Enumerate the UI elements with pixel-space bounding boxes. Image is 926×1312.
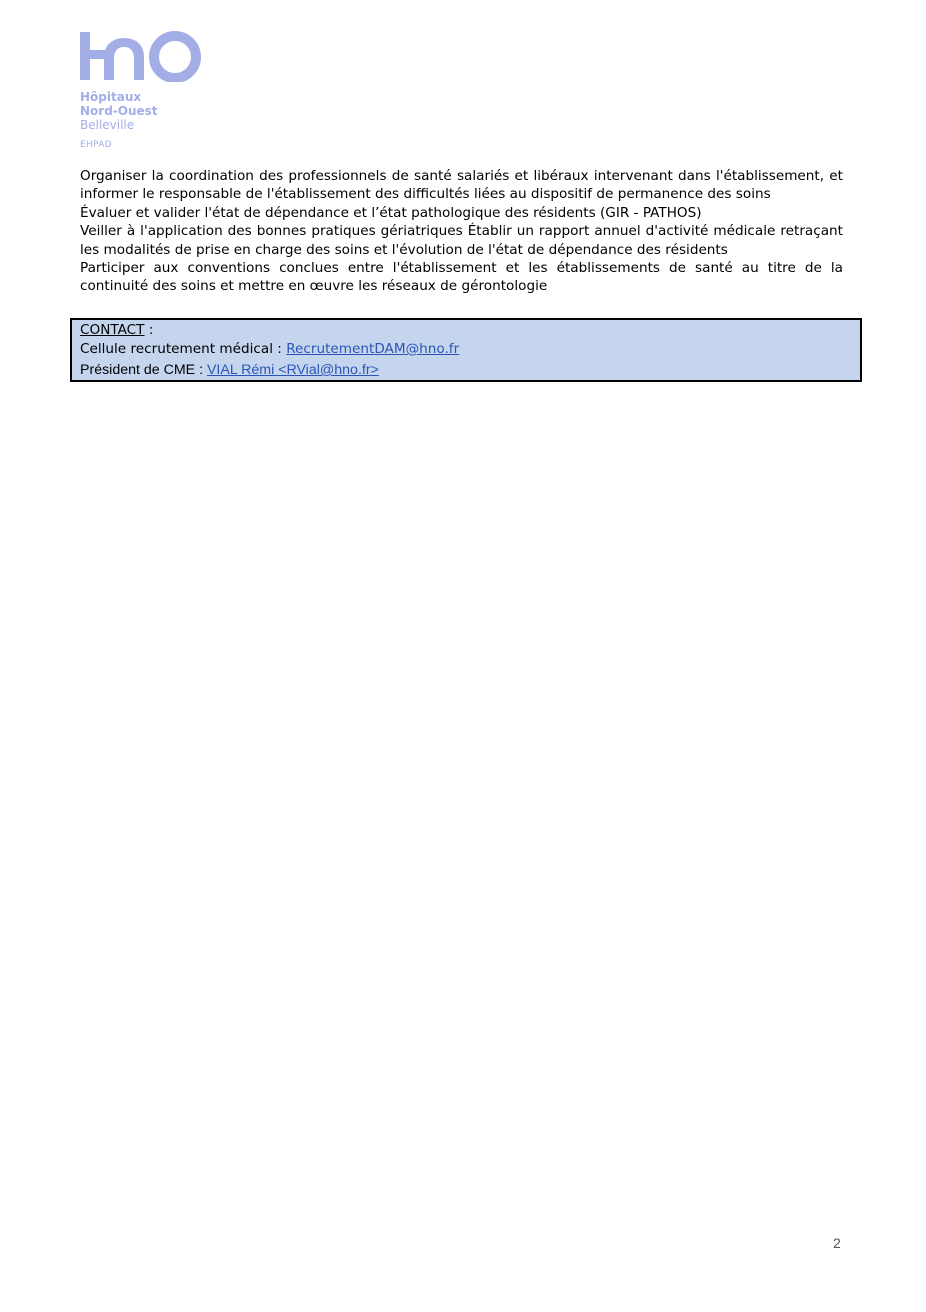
contact-heading-suffix: :: [144, 322, 154, 338]
mission-text: [80, 167, 843, 296]
contact-heading: CONTACT: [80, 322, 145, 338]
contact-box: [70, 318, 862, 382]
mission-paragraph: Participer aux conventions conclues entre l'établissement et les établissements de santé au titre de la continuité des soins et mettre en œuvre les réseaux de gérontologie: [80, 260, 843, 295]
recruitment-label: Cellule recrutement médical :: [80, 341, 287, 357]
logo-line-1: Hôpitaux: [80, 90, 142, 104]
logo-line-3: Belleville: [80, 118, 135, 132]
recruitment-email-link[interactable]: RecrutementDAM@hno.fr: [286, 341, 460, 357]
hno-logo-mark-icon: [80, 30, 202, 82]
page-number: 2: [833, 1235, 841, 1251]
contact-heading-line: [80, 321, 860, 340]
mission-paragraph: Évaluer et valider l'état de dépendance et l’état pathologique des résidents (GIR - PATHOS): [80, 204, 702, 221]
president-label: Président de CME :: [80, 362, 207, 378]
recruitment-contact-line: [80, 340, 860, 359]
mission-paragraph: Organiser la coordination des professionnels de santé salariés et libéraux intervenant dans l'établissement, et informer le responsable de l'établissement des difficultés liées au dispositif de permanence des soins: [80, 168, 843, 203]
logo-line-2: Nord-Ouest: [80, 104, 158, 118]
hno-logo: [80, 30, 210, 150]
president-contact-line: [80, 359, 860, 381]
mission-paragraph: Veiller à l'application des bonnes pratiques gériatriques Établir un rapport annuel d'activité médicale retraçant les modalités de prise en charge des soins et l'évolution de l'état de dépendance des résidents: [80, 223, 843, 258]
logo-subtitle: EHPAD: [80, 140, 112, 150]
president-email-link[interactable]: VIAL Rémi <RVial@hno.fr>: [206, 362, 379, 378]
